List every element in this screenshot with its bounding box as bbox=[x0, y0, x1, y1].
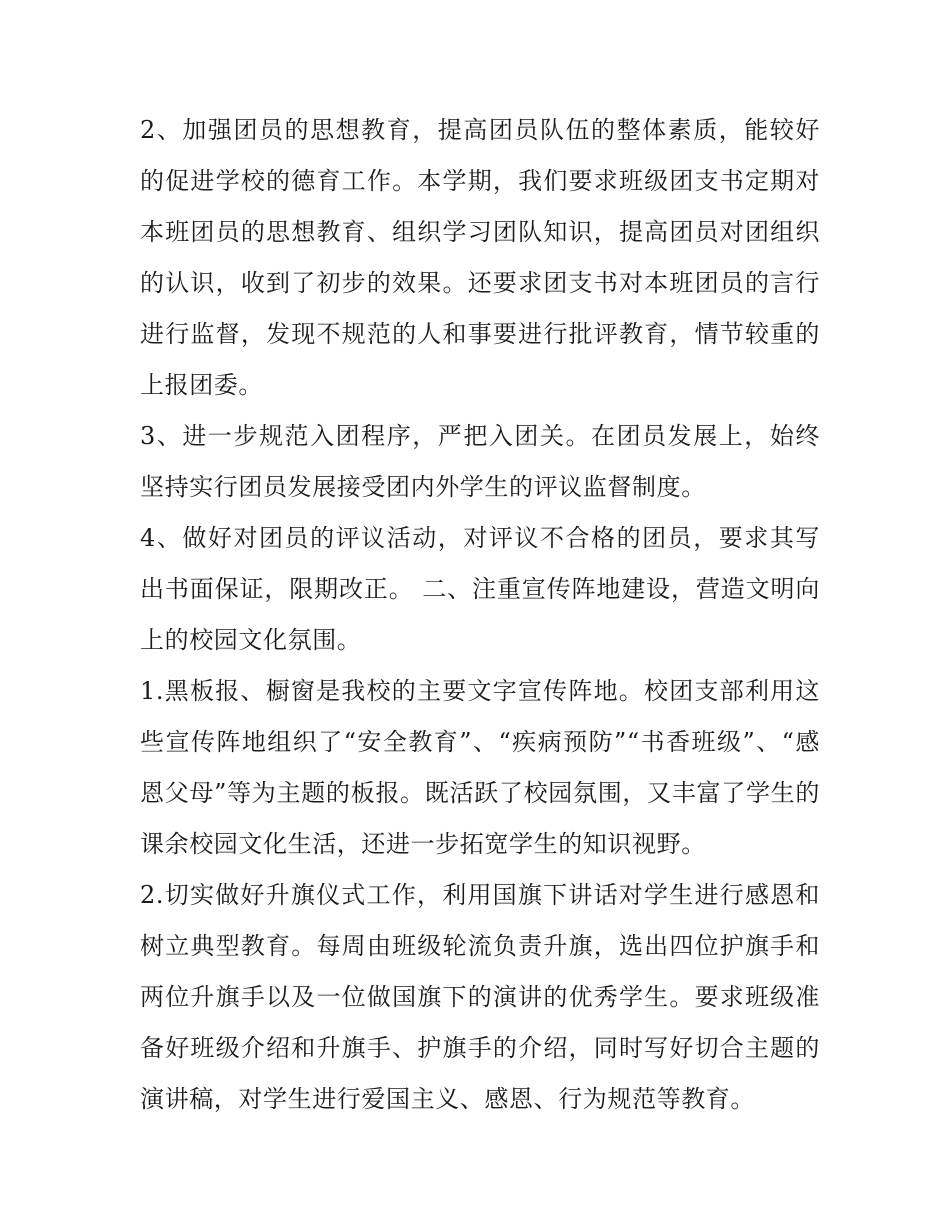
paragraph-flag-ceremony: 2.切实做好升旗仪式工作，利用国旗下讲话对学生进行感恩和树立典型教育。每周由班级轮流负责升旗，选出四位护旗手和两位升旗手以及一位做国旗下的演讲的优秀学生。要求班级准备好班级介绍和升旗手、护旗手的介绍，同时写好切合主题的演讲稿，对学生进行爱国主义、感恩、行为规范等教育。 bbox=[140, 881, 820, 1113]
paragraph-member-education: 2、加强团员的思想教育，提高团员队伍的整体素质，能较好的促进学校的德育工作。本学期，我们要求班级团支书定期对本班团员的思想教育、组织学习团队知识，提高团员对团组织的认识，收到了初步的效果。还要求团支书对本班团员的言行进行监督，发现不规范的人和事要进行批评教育，情节较重的上报团委。 bbox=[140, 116, 820, 399]
document-body bbox=[140, 105, 820, 1125]
paragraph-blackboard-publicity: 1.黑板报、橱窗是我校的主要文字宣传阵地。校团支部利用这些宣传阵地组织了“安全教育”、“疾病预防”“书香班级”、“感恩父母”等为主题的板报。既活跃了校园氛围，又丰富了学生的课余校园文化生活，还进一步拓宽学生的知识视野。 bbox=[140, 677, 820, 858]
paragraph-admission-procedure: 3、进一步规范入团程序，严把入团关。在团员发展上，始终坚持实行团员发展接受团内外学生的评议监督制度。 bbox=[140, 422, 820, 501]
paragraph-member-evaluation: 4、做好对团员的评议活动，对评议不合格的团员，要求其写出书面保证，限期改正。 二、注重宣传阵地建设，营造文明向上的校园文化氛围。 bbox=[140, 524, 820, 654]
